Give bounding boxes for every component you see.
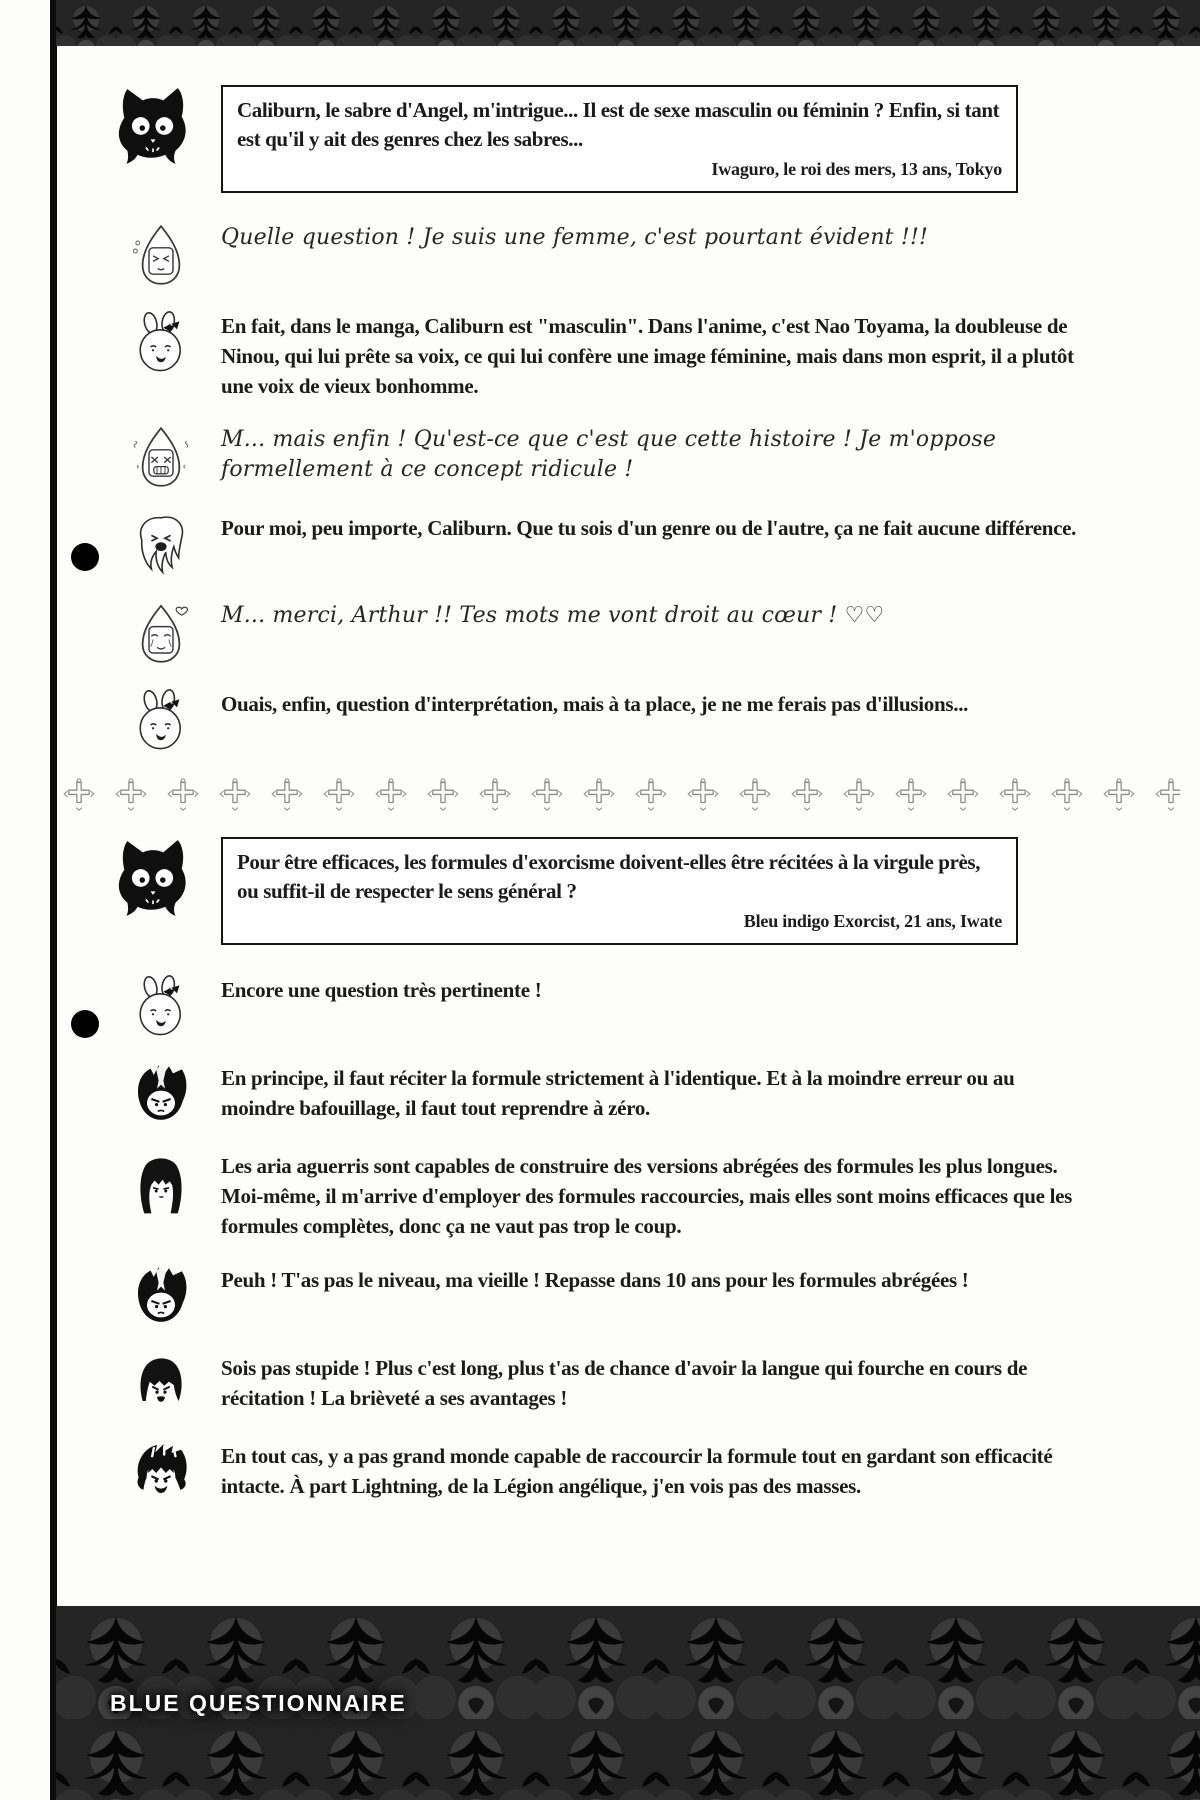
spiky-hair-boy-icon: [76, 1063, 211, 1127]
qa-content: [56, 60, 1166, 1529]
ornament-divider: [62, 777, 1180, 811]
qa-question-row: [76, 85, 1166, 193]
cross-ornament-icon: [426, 777, 460, 811]
answer-text: En principe, il faut réciter la formule strictement à l'identique. Et à la moindre erreur ou au moindre bafouillage, il faut tout reprendre à zéro.: [221, 1066, 1015, 1120]
spiky-hair-boy-icon: [76, 1265, 211, 1329]
qa-answer-row: [76, 1353, 1166, 1417]
black-cat-icon: [76, 837, 211, 945]
rabbit-icon: [129, 689, 193, 753]
cross-ornament-icon: [218, 777, 252, 811]
qa-answer-row: [76, 975, 1166, 1039]
qa-answer-row: [76, 223, 1166, 287]
cross-ornament-icon: [478, 777, 512, 811]
long-hair-girl-icon: [129, 1151, 193, 1215]
qa-answer-row: [76, 1063, 1166, 1127]
answer-text: Quelle question ! Je suis une femme, c'est pourtant évident !!!: [221, 225, 929, 250]
angry-girl-icon: [129, 1353, 193, 1417]
question-attribution: Iwaguro, le roi des mers, 13 ans, Tokyo: [711, 159, 1002, 179]
cross-ornament-icon: [322, 777, 356, 811]
cross-ornament-icon: [1154, 777, 1180, 811]
qa-section: [76, 85, 1166, 753]
question-box: [221, 837, 1018, 945]
qa-answer-row: [76, 1265, 1166, 1329]
qa-answer-row: [76, 601, 1166, 665]
answer-text: M... mais enfin ! Qu'est-ce que c'est que cette histoire ! Je m'oppose formellement à ce concept ridicule !: [221, 427, 997, 482]
rabbit-icon: [129, 311, 193, 375]
rabbit-icon: [76, 311, 211, 401]
rabbit-icon: [129, 975, 193, 1039]
answer-text: En fait, dans le manga, Caliburn est "masculin". Dans l'anime, c'est Nao Toyama, la doubleuse de Ninou, qui lui prête sa voix, ce qui lui confère une image féminine, mais dans mon esprit, il a plutôt une voix de vieux bonhomme.: [221, 314, 1074, 398]
answer-text: Peuh ! T'as pas le niveau, ma vieille ! Repasse dans 10 ans pour les formules abrégées !: [221, 1268, 969, 1292]
cross-ornament-icon: [686, 777, 720, 811]
cross-ornament-icon: [790, 777, 824, 811]
black-cat-icon: [111, 85, 193, 167]
black-cat-icon: [111, 837, 193, 919]
answer-text: Les aria aguerris sont capables de construire des versions abrégées des formules les plus longues. Moi-même, il m'arrive d'employer des formules raccourcies, mais elles sont moins efficaces que les formules complètes, donc ça ne vaut pas trop le coup.: [221, 1154, 1073, 1238]
spiky-hair-boy-icon: [129, 1265, 193, 1329]
cross-ornament-icon: [946, 777, 980, 811]
cross-ornament-icon: [582, 777, 616, 811]
answer-text: Encore une question très pertinente !: [221, 978, 542, 1002]
qa-section: [76, 837, 1166, 1505]
black-cat-icon: [76, 85, 211, 193]
sword-spirit-icon: [76, 223, 211, 287]
sword-spirit-heart-icon: [129, 601, 193, 665]
ornamental-border-top: [56, 0, 1200, 46]
messy-hair-boy-icon: [76, 1441, 211, 1505]
spiky-hair-boy-icon: [129, 1063, 193, 1127]
answer-text: M... merci, Arthur !! Tes mots me vont droit au cœur ! ♡♡: [221, 603, 885, 628]
qa-answer-row: [76, 513, 1166, 577]
cross-ornament-icon: [374, 777, 408, 811]
qa-answer-row: [76, 311, 1166, 401]
cross-ornament-icon: [738, 777, 772, 811]
cross-ornament-icon: [1050, 777, 1084, 811]
qa-answer-row: [76, 425, 1166, 489]
question-box: [221, 85, 1018, 193]
answer-text: Pour moi, peu importe, Caliburn. Que tu sois d'un genre ou de l'autre, ça ne fait aucune différence.: [221, 516, 1077, 540]
messy-hair-boy-icon: [129, 1441, 193, 1505]
wavy-hair-man-icon: [129, 513, 193, 577]
cross-ornament-icon: [114, 777, 148, 811]
cross-ornament-icon: [1102, 777, 1136, 811]
sword-spirit-heart-icon: [76, 601, 211, 665]
rabbit-icon: [76, 689, 211, 753]
rabbit-icon: [76, 975, 211, 1039]
qa-answer-row: [76, 689, 1166, 753]
qa-question-row: [76, 837, 1166, 945]
question-text: Caliburn, le sabre d'Angel, m'intrigue... Il est de sexe masculin ou féminin ? Enfin, si tant est qu'il y ait des genres chez les sabres...: [237, 98, 1000, 151]
cross-ornament-icon: [998, 777, 1032, 811]
cross-ornament-icon: [62, 777, 96, 811]
wavy-hair-man-icon: [76, 513, 211, 577]
cross-ornament-icon: [634, 777, 668, 811]
cross-ornament-icon: [530, 777, 564, 811]
cross-ornament-icon: [166, 777, 200, 811]
answer-text: Sois pas stupide ! Plus c'est long, plus t'as de chance d'avoir la langue qui fourche en cours de récitation ! La brièveté a ses avantages !: [221, 1356, 1028, 1410]
answer-text: Ouais, enfin, question d'interprétation, mais à ta place, je ne me ferais pas d'illusions...: [221, 692, 969, 716]
qa-answer-row: [76, 1441, 1166, 1505]
sword-spirit-icon: [129, 223, 193, 287]
cross-ornament-icon: [842, 777, 876, 811]
page-footer-title: BLUE QUESTIONNAIRE: [110, 1690, 407, 1716]
question-attribution: Bleu indigo Exorcist, 21 ans, Iwate: [743, 911, 1002, 931]
question-text: Pour être efficaces, les formules d'exorcisme doivent-elles être récitées à la virgule près, ou suffit-il de respecter le sens général ?: [237, 850, 981, 903]
sword-spirit-flustered-icon: [129, 425, 193, 489]
cross-ornament-icon: [270, 777, 304, 811]
long-hair-girl-icon: [76, 1151, 211, 1241]
sword-spirit-flustered-icon: [76, 425, 211, 489]
cross-ornament-icon: [894, 777, 928, 811]
answer-text: En tout cas, y a pas grand monde capable de raccourcir la formule tout en gardant son efficacité intacte. À part Lightning, de la Légion angélique, j'en vois pas des masses.: [221, 1444, 1053, 1498]
qa-answer-row: [76, 1151, 1166, 1241]
angry-girl-icon: [76, 1353, 211, 1417]
